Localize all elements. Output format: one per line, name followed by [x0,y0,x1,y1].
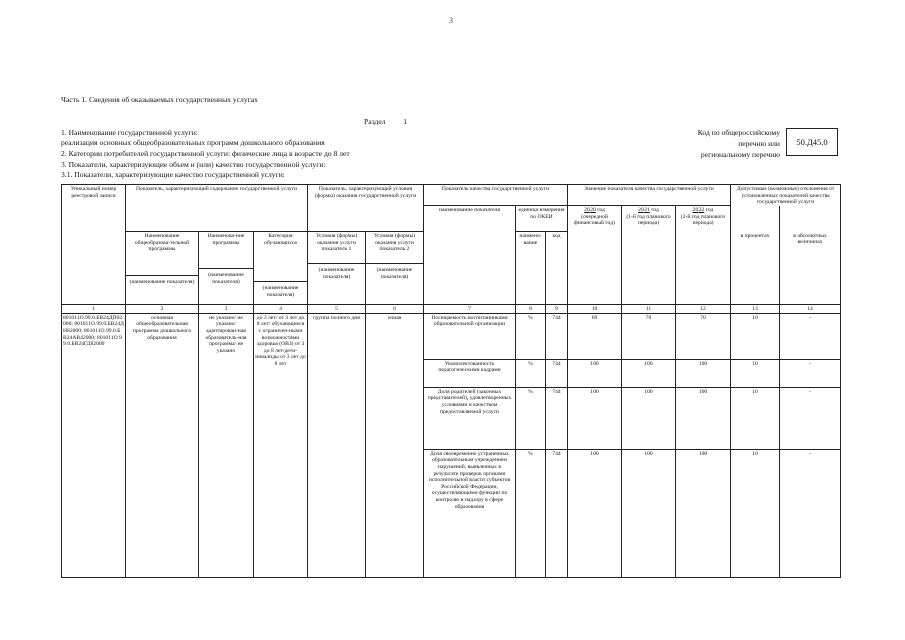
code-label-2: перечню или [738,139,780,148]
quality-line: 3.1. Показатели, характеризующие качество государственной услуги: [61,170,285,179]
column-number-row: 1 2 3 4 5 6 7 8 9 10 11 12 13 14 [62,305,841,314]
code-cell: 744 [546,313,568,359]
unit-cell: % [516,387,546,449]
code-value-box: 50.Д45.0 [786,128,838,156]
value-2-cell: 100 [622,387,676,449]
indicator-name-cell: Укомплектованность педагогическими кадрами [424,359,516,387]
header-unit-code: код [546,232,568,305]
cond1-cell: группа полного дня [308,313,366,577]
header-content-group: Показатель, характеризующий содержание государственной услуги [126,185,308,206]
code-cell: 744 [546,449,568,577]
deviation-percent-cell: 10 [731,359,780,387]
code-label-1: Код по общероссийскому [697,128,780,137]
header-indicator-name: наименование показателя [424,206,516,305]
header-registry-number: Уникальный номер реестровой записи [62,185,126,305]
deviation-absolute-cell: - [780,449,841,577]
header-cond-1: Условия (формы) оказания услуги показатель 1 (наименование показателя) [308,232,366,305]
value-3-cell: 70 [676,313,731,359]
code-cell: 744 [546,359,568,387]
header-value-group: Значение показателя качества государственной услуги [568,185,731,206]
page-number: 3 [449,16,453,25]
value-1-cell: 100 [568,387,622,449]
header-year-2: 20 21 год (1-й год планового периода) [622,206,676,305]
table-row [62,313,841,359]
consumers-line: 2. Категории потребителей государственной услуги: физические лица в возрасте до 8 лет [61,149,350,158]
code-label-3: региональному перечню [700,150,780,159]
value-2-cell: 100 [622,359,676,387]
unit-cell: % [516,359,546,387]
indicator-name-cell: Посещаемость воспитанниками образовательной организации [424,313,516,359]
cond2-cell: очная [366,313,424,577]
program-cell: основная общеобразовательная программа дошкольного образования [126,313,199,577]
header-year-3: 20 22 год (2-й год планового периода) [676,206,731,305]
indicator-name-cell: Доля родителей (законных представителей), удовлетворенных условиями и качеством предоставляемой услуги [424,387,516,449]
value-3-cell: 100 [676,359,731,387]
indicators-line: 3. Показатели, характеризующие объем и (или) качество государственной услуги: [61,160,326,169]
deviation-percent-cell: 10 [731,449,780,577]
registry-number-cell: 801011О.99.0.БВ24ДП02000; 801011О.99.0.БВ24ДН82000; 801011О.99.0.БВ24АВ42000; 801011О.99.0.БВ24ГД82000 [62,313,126,577]
header-conditions-group: Показатель, характеризующий условия (формы) оказания государственной услуги [308,185,424,206]
service-name-label: 1. Наименование государственной услуги: [61,128,198,137]
value-3-cell: 100 [676,387,731,449]
section-number: 1 [403,117,408,126]
code-cell: 744 [546,387,568,449]
header-unit-name: наимено-вание [516,232,546,305]
indicator-name-cell: Доля своевременно устраненных образовательным учреждением нарушений, выявленных в результате проверок органами исполнительной власти субъектов Российской Федерации, осуществляющими функции по контролю и надзору в сфере образования [424,449,516,577]
value-1-cell: 100 [568,359,622,387]
header-quality-group: Показатель качества государственной услуги [424,185,568,206]
deviation-absolute-cell: - [780,387,841,449]
service-name-value: реализация основных общеобразовательных программ дошкольного образования [61,138,325,147]
program-name-cell: не указано/ не указано/ адаптирован-ная образователь-ная программа/ не указано [199,313,254,577]
value-1-cell: 69 [568,313,622,359]
deviation-percent-cell: 10 [731,313,780,359]
header-unit-okei: единица измерения по ОКЕИ [516,206,568,232]
category-cell: до 3 лет/ от 3 лет до 8 лет/ обучающиеся с ограничен-ными возможностями здоровья (ОВЗ) от 3 до 8 лет/дети-инвалиды от 3 лет до 8 лет [254,313,308,577]
unit-cell: % [516,449,546,577]
deviation-absolute-cell: - [780,359,841,387]
quality-indicators-table [61,184,841,578]
section-heading [364,117,407,126]
header-year-1: 20 20 год (очередной финансовый год) [568,206,622,305]
header-content-2: Наименова-ние программы (наименование показателя) [199,232,254,305]
value-2-cell: 100 [622,449,676,577]
part-title: Часть 1. Сведения об оказываемых государственных услугах [61,95,258,104]
section-label: Раздел [364,117,386,126]
header-cond-2: Условия (формы) оказания услуги показатель 2 (наименование показателя) [366,232,424,305]
header-deviation-group: Допустимые (возможные) отклонения от установленных показателей качества государственной услуги [731,185,841,206]
value-1-cell: 100 [568,449,622,577]
deviation-absolute-cell: - [780,313,841,359]
header-in-absolute: в абсолютных величинах [780,206,841,305]
unit-cell: % [516,313,546,359]
header-content-3: Категория обучающихся (наименование показателя) [254,232,308,305]
value-2-cell: 70 [622,313,676,359]
value-3-cell: 100 [676,449,731,577]
deviation-percent-cell: 10 [731,387,780,449]
header-in-percent: в процентах [731,206,780,305]
header-content-1: Наименование общеобразова-тельной программы (наименование показателя) [126,232,199,305]
